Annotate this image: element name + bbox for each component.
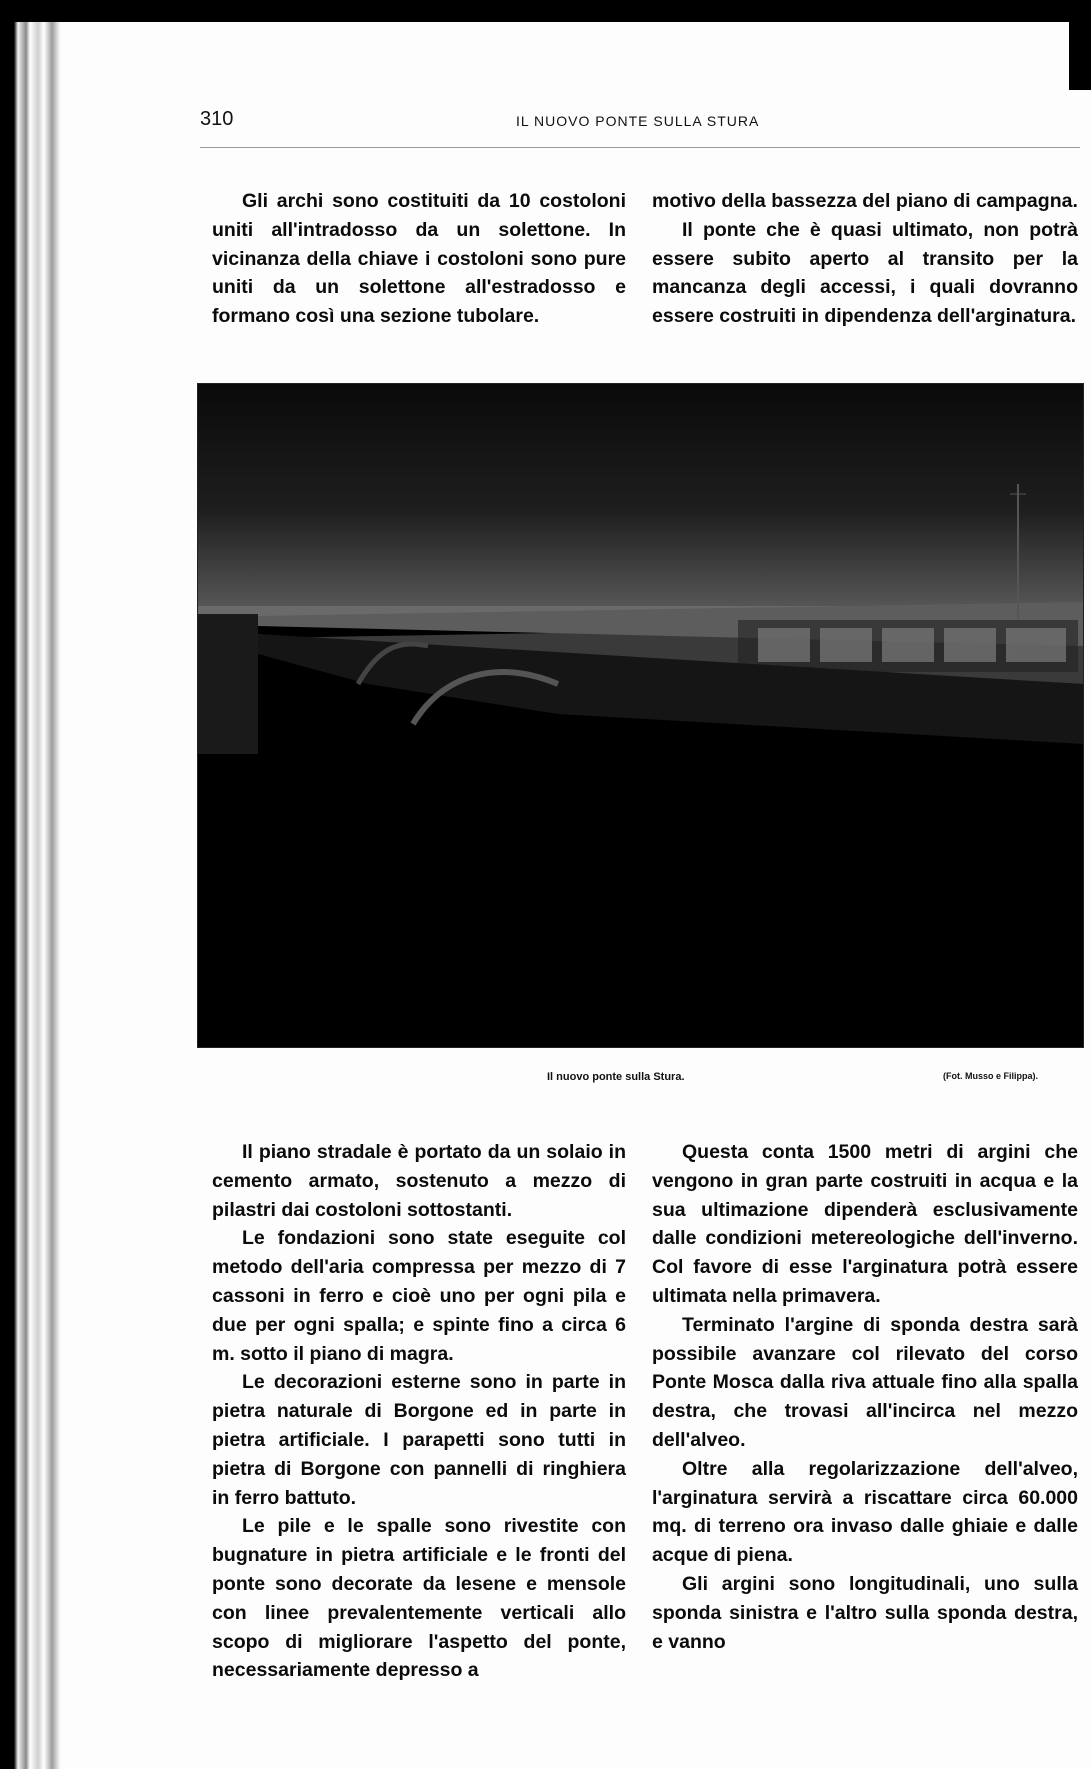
- bridge-photo: [197, 383, 1084, 1048]
- paragraph: Gli argini sono longitudinali, uno sulla sponda sinistra e l'altro sulla sponda destra, e vanno: [652, 1572, 1078, 1653]
- top-left-column: [212, 187, 626, 331]
- paragraph: Oltre alla regolarizzazione dell'alveo, l'arginatura servirà a riscattare circa 60.000 mq. di terreno ora invaso dalle ghiaie e dalle acque di piena.: [652, 1457, 1078, 1567]
- photo-credit: (Fot. Musso e Filippa).: [943, 1071, 1038, 1081]
- bottom-right-column: [652, 1138, 1078, 1656]
- paragraph: Il ponte che è quasi ultimato, non potrà essere subito aperto al transito per la mancanza degli accessi, i quali dovranno essere costruiti in dipendenza dell'arginatura.: [652, 218, 1078, 328]
- running-header: [200, 108, 1080, 148]
- header-rule: [200, 147, 1080, 148]
- scan-corner: [1069, 0, 1091, 90]
- paragraph: Le pile e le spalle sono rivestite con bugnature in pietra artificiale e le fronti del ponte sono decorate da lesene e mensole con linee prevalentemente verticali allo scopo di migliorare l'aspetto del ponte, necessariamente depresso a: [212, 1515, 626, 1682]
- paragraph: motivo della bassezza del piano di campagna.: [652, 190, 1078, 212]
- figure-caption: Il nuovo ponte sulla Stura.: [547, 1071, 685, 1083]
- running-title: IL NUOVO PONTE SULLA STURA: [516, 113, 760, 129]
- bridge-photo-drawing: [198, 384, 1083, 1047]
- paragraph: Gli archi sono costituiti da 10 costoloni uniti all'intradosso da un solettone. In vicinanza della chiave i costoloni sono pure uniti da un solettone all'estradosso e formano così una sezione tubolare.: [212, 190, 626, 328]
- paragraph: Terminato l'argine di sponda destra sarà possibile avanzare col rilevato del corso Ponte Mosca dalla riva attuale fino alla spalla destra, che trovasi all'incirca nel mezzo dell'alveo.: [652, 1313, 1078, 1451]
- scan-binding-edge: [0, 22, 62, 1769]
- paragraph: Le fondazioni sono state eseguite col metodo dell'aria compressa per mezzo di 7 cassoni in ferro e cioè uno per ogni pila e due per ogni spalla; e spinte fino a circa 6 m. sotto il piano di magra.: [212, 1227, 626, 1365]
- paragraph: Il piano stradale è portato da un solaio in cemento armato, sostenuto a mezzo di pilastri dai costoloni sottostanti.: [212, 1141, 626, 1221]
- bottom-left-column: [212, 1138, 626, 1685]
- page-number: 310: [200, 108, 234, 130]
- paragraph: Le decorazioni esterne sono in parte in pietra naturale di Borgone ed in parte in pietra artificiale. I parapetti sono tutti in pietra di Borgone con pannelli di ringhiera in ferro battuto.: [212, 1371, 626, 1509]
- top-right-column: [652, 187, 1078, 331]
- paragraph: Questa conta 1500 metri di argini che vengono in gran parte costruiti in acqua e la sua ultimazione dipenderà esclusivamente dalle condizioni metereologiche dell'inverno. Col favore di esse l'arginatura potrà essere ultimata nella primavera.: [652, 1141, 1078, 1307]
- scan-top-border: [0, 0, 1091, 22]
